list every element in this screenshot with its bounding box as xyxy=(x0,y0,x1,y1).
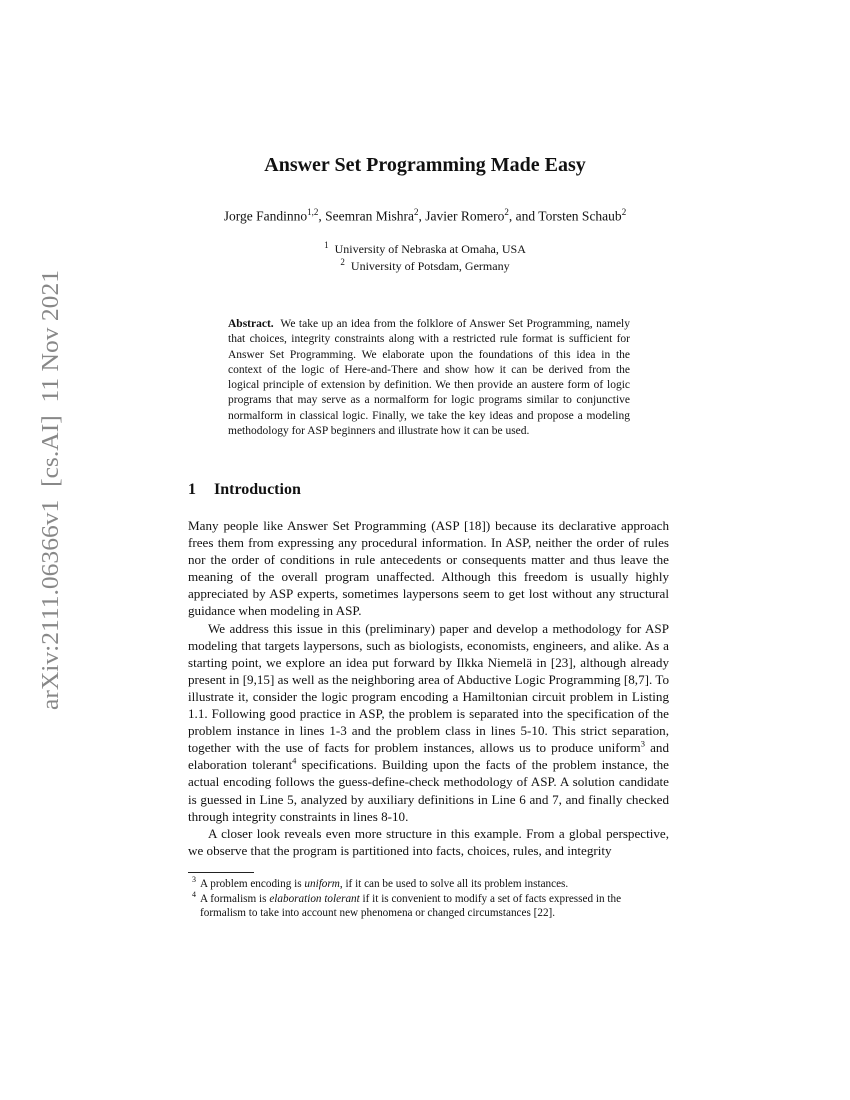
author-name: Javier Romero xyxy=(425,208,505,224)
arxiv-stamp-graphic xyxy=(24,270,68,710)
footnote-emphasis: elaboration tolerant xyxy=(269,892,360,905)
footnote-ref[interactable]: 3 xyxy=(640,738,645,749)
footnote: 4 A formalism is elaboration tolerant if it is convenient to modify a set of facts expressed in the formalism to take into account new phenomena or changed circumstances [22]. xyxy=(192,889,622,920)
author-affiliation-mark: 2 xyxy=(414,207,419,217)
footnote-divider xyxy=(188,872,254,873)
author-separator: , and xyxy=(508,208,539,224)
footnote-text: if it is convenient to modify a set of facts expressed in the formalism to take into account new phenomena or changed circumstances [22]. xyxy=(200,892,622,920)
affiliation-mark: 2 xyxy=(340,257,345,267)
section-title: Introduction xyxy=(214,481,301,498)
author-separator: , xyxy=(418,208,426,224)
section-heading xyxy=(188,481,301,499)
paragraph xyxy=(188,825,669,859)
footnote-text: A formalism is xyxy=(200,892,270,905)
author-separator: , xyxy=(318,208,326,224)
footnote-text: , if it can be used to solve all its problem instances. xyxy=(339,878,569,890)
author-name: Seemran Mishra xyxy=(325,208,415,224)
footnotes xyxy=(188,877,669,921)
abstract-label: Abstract. xyxy=(228,318,274,330)
author-affiliation-mark: 1,2 xyxy=(307,207,319,217)
footnote: 3 A problem encoding is uniform, if it can be used to solve all its problem instances. xyxy=(192,875,569,890)
body-text xyxy=(188,517,669,859)
footnote-text: A problem encoding is xyxy=(200,878,305,890)
paragraph-text: and elaboration tolerant xyxy=(188,740,669,773)
author-name: Torsten Schaub xyxy=(538,208,622,224)
footnote-ref[interactable]: 4 xyxy=(292,755,297,766)
affiliation-text: University of Nebraska at Omaha, USA xyxy=(334,242,526,256)
paragraph xyxy=(188,517,669,620)
paragraph-text: Many people like Answer Set Programming (ASP [18]) because its declarative approach frees them from expressing any procedural information. In ASP, neither the order of rules nor the order of conditions in rule antecedents or consequents matter and thus leave the meaning of the overall program unaffected. Although this freedom is usually highly appreciated by ASP experts, sometimes laypersons seem to get lost without any structural guidance when modeling in ASP. xyxy=(188,518,669,619)
arxiv-identifier-stamp xyxy=(24,270,68,710)
paragraph xyxy=(188,620,669,825)
author-list xyxy=(0,207,850,225)
affiliation-line xyxy=(0,257,850,274)
affiliation-mark: 1 xyxy=(324,240,329,250)
footnote-emphasis: uniform xyxy=(304,878,340,890)
abstract xyxy=(228,317,630,439)
affiliation-text: University of Potsdam, Germany xyxy=(350,259,510,273)
author-name: Jorge Fandinno xyxy=(223,208,308,224)
abstract-text: We take up an idea from the folklore of Answer Set Programming, namely that choices, integrity constraints along with a restricted rule format is sufficient for Answer Set Programming. We elaborate upon the foundations of this idea in the context of the logic of Here-and-There and show how it can be derived from the logical principle of extension by definition. We then provide an austere form of logic programs that may serve as a normalform for logic programs similar to conjunctive normalform in classical logic. Finally, we take the key ideas and propose a modeling methodology for ASP beginners and illustrate how it can be used. xyxy=(228,318,630,438)
author-affiliation-mark: 2 xyxy=(621,207,627,217)
section-number: 1 xyxy=(188,481,196,498)
paragraph-text: specifications. Building upon the facts of the problem instance, the actual encoding follows the guess-define-check methodology of ASP. A solution candidate is guessed in Line 5, analyzed by auxiliary definitions in Line 6 and 7, and finally checked through integrity constraints in lines 8-10. xyxy=(188,757,669,824)
paragraph-text: A closer look reveals even more structure in this example. From a global perspective, we observe that the program is partitioned into facts, choices, rules, and integrity xyxy=(188,825,669,858)
paper-title: Answer Set Programming Made Easy xyxy=(264,154,586,176)
affiliation-line xyxy=(0,240,850,257)
arxiv-stamp-text: arXiv:2111.06366v1 [cs.AI] 11 Nov 2021 xyxy=(37,288,64,710)
author-affiliation-mark: 2 xyxy=(504,207,509,217)
paragraph-text: We address this issue in this (preliminary) paper and develop a methodology for ASP modeling that targets laypersons, such as biologists, economists, engineers, and alike. As a starting point, we explore an idea put forward by Ilkka Niemelä in [23], although already present in [9,15] as well as the neighboring area of Abductive Logic Programming [8,7]. To illustrate it, consider the logic program encoding a Hamiltonian circuit problem in Listing 1.1. Following good practice in ASP, the problem is separated into the specification of the problem instance in lines 1-3 and the problem class in lines 5-10. This strict separation, together with the use of facts for problem instances, allows us to produce uniform xyxy=(188,620,669,756)
